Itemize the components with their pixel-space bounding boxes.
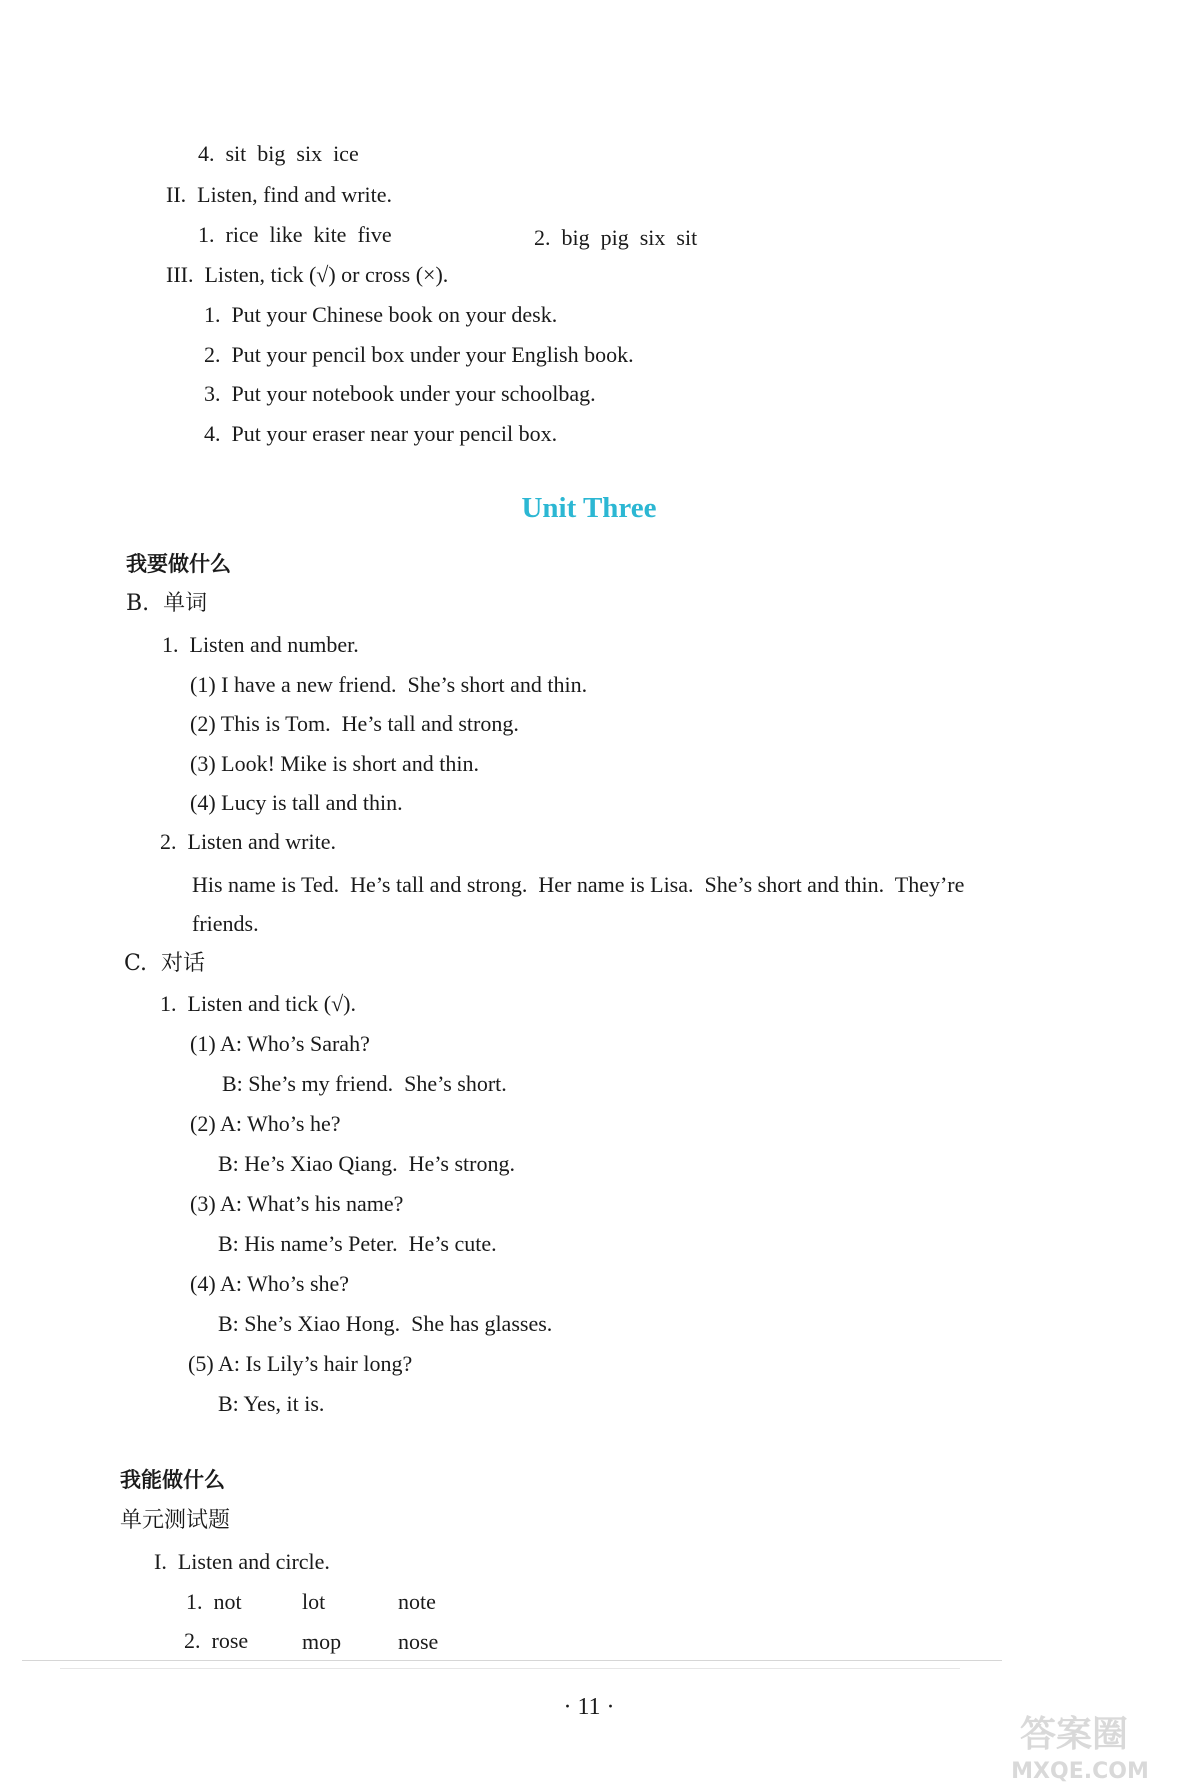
sentence-item: 1. Put your Chinese book on your desk.	[204, 302, 558, 327]
unit-title: Unit Three	[521, 492, 657, 524]
sentence-item: 3. Put your notebook under your schoolbag.	[204, 381, 596, 406]
choice-number: 1. not	[186, 1589, 242, 1614]
sentence-item: 2. Put your pencil box under your English book.	[204, 342, 634, 367]
sentence-item: (2) This is Tom. He’s tall and strong.	[190, 711, 519, 736]
dialogue-line-b: B: His name’s Peter. He’s cute.	[218, 1231, 497, 1256]
dialogue-line-a: (1) A: Who’s Sarah?	[190, 1031, 370, 1056]
watermark-url: MXQE.COM	[1011, 1759, 1149, 1784]
sentence-item: (4) Lucy is tall and thin.	[190, 790, 403, 815]
page-number: · 11 ·	[563, 1694, 615, 1720]
question-title: 2. Listen and write.	[160, 829, 336, 854]
sentence-item: 4. Put your eraser near your pencil box.	[204, 421, 558, 446]
watermark-text: 答案圈	[1019, 1714, 1129, 1755]
question-title: 1. Listen and number.	[162, 632, 359, 657]
dialogue-line-a: (2) A: Who’s he?	[190, 1111, 341, 1136]
exercise-item: 4. sit big six ice	[198, 141, 359, 166]
section-heading: 单元测试题	[120, 1508, 231, 1533]
section-heading: 我能做什么	[120, 1468, 225, 1492]
question-title: III. Listen, tick (√) or cross (×).	[166, 262, 449, 287]
choice-number: 2. rose	[184, 1628, 249, 1653]
dialogue-line-b: B: She’s my friend. She’s short.	[222, 1071, 507, 1096]
divider	[22, 1660, 1002, 1661]
choice-word: lot	[302, 1589, 326, 1614]
exercise-item: 2. big pig six sit	[534, 225, 698, 250]
dialogue-line-b: B: He’s Xiao Qiang. He’s strong.	[218, 1151, 515, 1176]
divider	[60, 1668, 960, 1669]
exercise-item: 1. rice like kite five	[198, 222, 392, 247]
section-heading: C. 对话	[124, 951, 206, 976]
question-title: II. Listen, find and write.	[166, 182, 393, 207]
sentence-item: (3) Look! Mike is short and thin.	[190, 751, 480, 776]
sentence-item: (1) I have a new friend. She’s short and thin.	[190, 672, 588, 697]
paragraph-line: His name is Ted. He’s tall and strong. Her name is Lisa. She’s short and thin. They’re	[192, 872, 965, 897]
watermark-logo	[984, 1704, 1164, 1784]
choice-word: note	[398, 1589, 436, 1614]
dialogue-line-b: B: She’s Xiao Hong. She has glasses.	[218, 1311, 553, 1336]
paragraph-line: friends.	[192, 911, 259, 936]
choice-word: nose	[398, 1629, 439, 1654]
section-heading: 我要做什么	[126, 552, 231, 576]
dialogue-line-b: B: Yes, it is.	[218, 1391, 325, 1416]
choice-word: mop	[302, 1629, 342, 1654]
dialogue-line-a: (4) A: Who’s she?	[190, 1271, 350, 1296]
section-heading: B. 单词	[126, 591, 208, 616]
question-title: 1. Listen and tick (√).	[160, 991, 356, 1016]
dialogue-line-a: (5) A: Is Lily’s hair long?	[188, 1351, 413, 1376]
dialogue-line-a: (3) A: What’s his name?	[190, 1191, 404, 1216]
question-title: I. Listen and circle.	[154, 1549, 330, 1574]
